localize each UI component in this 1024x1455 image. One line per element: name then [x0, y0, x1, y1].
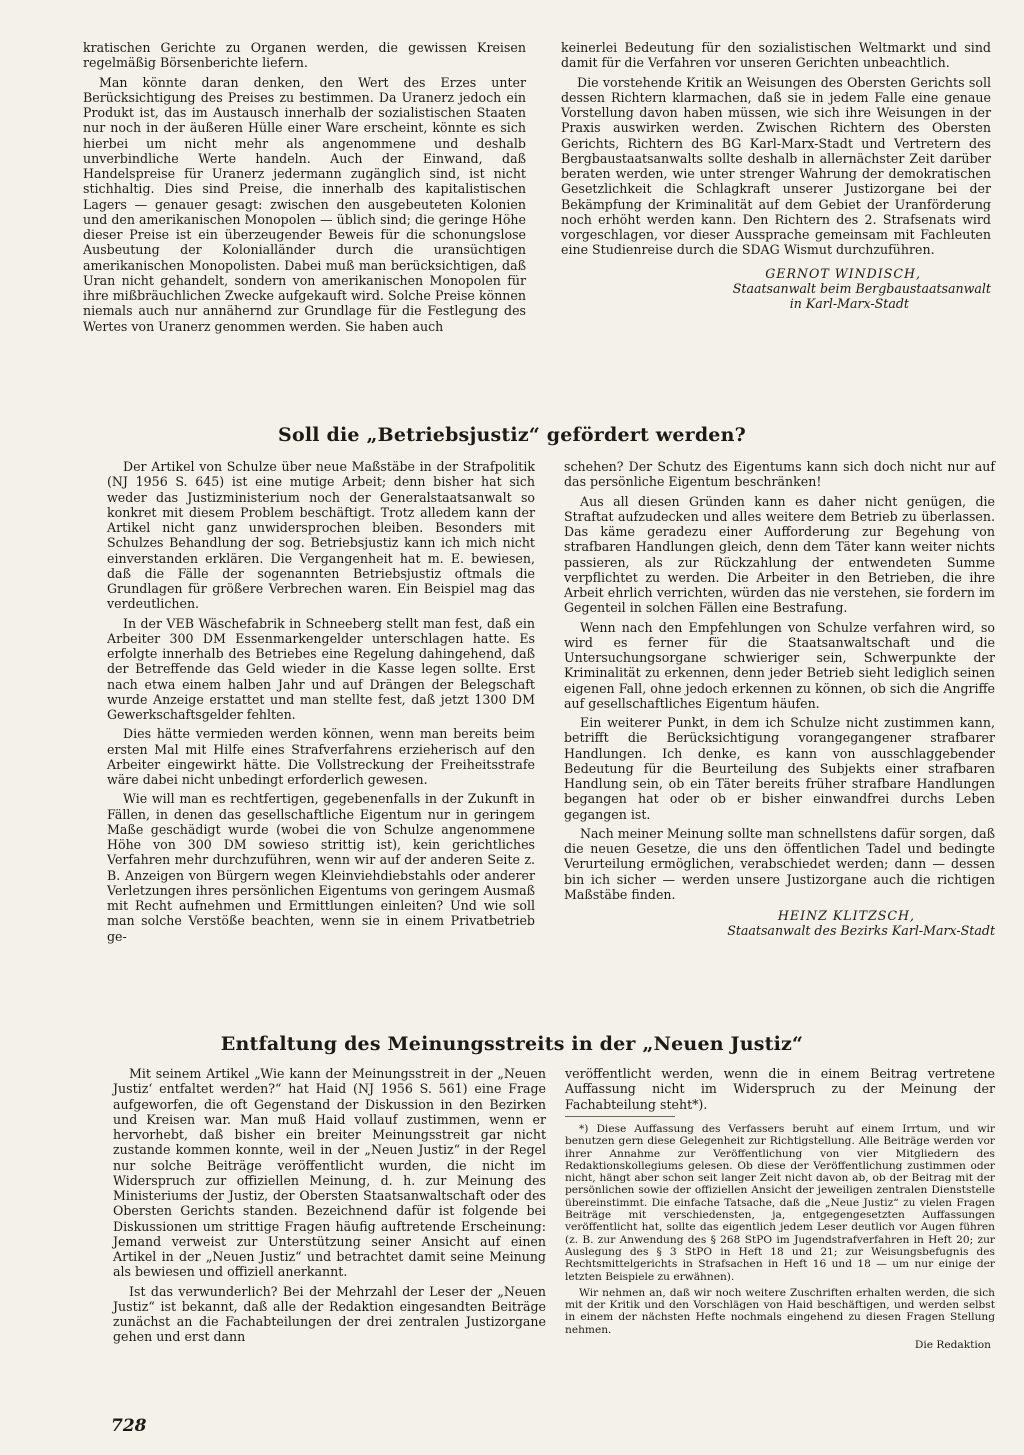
article1-right-paragraph: keinerlei Bedeutung für den sozialistischen Weltmarkt und sind damit für die Verfahren vor unseren Gerichten unbeachtlich. — [561, 40, 991, 71]
article1-left-paragraph: Man könnte daran denken, den Wert des Erzes unter Berücksichtigung des Preises zu bestimmen. Da Uranerz jedoch ein Produkt ist, das im Austausch innerhalb der sozialistischen Staaten nur noch in der äußeren Hülle einer Ware erscheint, könnte es sich hierbei um nicht mehr als angenommene und deshalb unverbindliche Werte handeln. Auch der Einwand, daß Handelspreise für Uranerz jedermann zugänglich sind, ist nicht stichhaltig. Dies sind Preise, die innerhalb des kapitalistischen Lagers — genauer gesagt: zwischen den ausgebeuteten Kolonien und den amerikanischen Monopolen — üblich sind; die geringe Höhe dieser Preise ist ein überzeugender Beweis für die schonungslose Ausbeutung der Kolonialländer durch die uransüchtigen amerikanischen Monopolisten. Dabei muß man berücksichtigen, daß Uran nicht gehandelt, sondern von amerikanischen Monopolen für ihre mißbräuchlichen Zwecke aufgekauft wird. Solche Preise können niemals auch nur annähernd zur Grundlage für die Festlegung des Wertes von Uranerz genommen werden. Sie haben auch — [83, 74, 526, 334]
article1-right-column — [561, 40, 991, 311]
article2-right-paragraph: Ein weiterer Punkt, in dem ich Schulze nicht zustimmen kann, betrifft die Berücksichtigung vorangegangener strafbarer Handlungen. Ich denke, es kann von ausschlaggebender Bedeutung für die Beurteilung des Subjekts einer strafbaren Handlung sein, ob ein Täter bereits früher strafbare Handlungen begangen hat oder ob er bisher einwandfrei durchs Leben gegangen ist. — [564, 715, 995, 822]
page-number: 728 — [111, 1416, 147, 1436]
article1-author: GERNOT WINDISCH, — [765, 265, 921, 281]
footnote-signature: Die Redaktion — [914, 1339, 991, 1352]
article2-signature — [564, 908, 995, 939]
article3-left-paragraph: Mit seinem Artikel „Wie kann der Meinungsstreit in der „Neuen Justiz‘ entfaltet werden?“ hat Haid (NJ 1956 S. 561) eine Frage aufgeworfen, die oft Gegenstand der Diskussion in den Bezirken und Kreisen war. Man muß Haid vollauf zustimmen, wenn er hervorhebt, daß bisher ein breiter Meinungsstreit gar nicht zustande kommen konnte, weil in der „Neuen Justiz“ in der Regel nur solche Beiträge veröffentlicht wurden, die nicht im Widerspruch zur offiziellen Meinung, d. h. zur Meinung des Ministeriums der Justiz, der Obersten Staatsanwaltschaft oder des Obersten Gerichts standen. Bezeichnend dafür ist folgende bei Diskussionen um strittige Fragen häufig auftretende Erscheinung: Jemand verweist zur Unterstützung seiner Ansicht auf einen Artikel in der „Neuen Justiz“ und betrachtet damit seine Meinung als bewiesen und offiziell anerkannt. — [113, 1066, 546, 1280]
article1-author-location: in Karl-Marx-Stadt — [789, 296, 909, 311]
article2-left-paragraph: Wie will man es rechtfertigen, gegebenenfalls in der Zukunft in Fällen, in denen das gesellschaftliche Eigentum nur in geringem Maße geschädigt wurde (wobei die von Schulze angenommene Höhe von 300 DM sowieso strittig ist), kein gerichtliches Verfahren mehr durchzuführen, wenn wir auf der anderen Seite z. B. Anzeigen von Bürgern wegen Kleinviehdiebstahls oder anderer Verletzungen ihres persönlichen Eigentums von geringem Ausmaß mit Recht aufnehmen und Ermittlungen einleiten? Und wie soll man solche Verstöße beachten, wenn sie in einem Privatbetrieb ge- — [107, 791, 535, 944]
footnote-paragraph: Wir nehmen an, daß wir noch weitere Zuschriften erhalten werden, die sich mit der Kritik und den Vorschlägen von Haid beschäftigen, und werden selbst in einem der nächsten Hefte nochmals eingehend zu diesen Fragen Stellung nehmen. — [565, 1286, 995, 1336]
article1-right-paragraph: Die vorstehende Kritik an Weisungen des Obersten Gerichts soll dessen Richtern klarmachen, daß sie in jedem Falle eine genaue Vorstellung davon haben müssen, wie sich ihre Weisungen in der Praxis auswirken werden. Zwischen Richtern des Obersten Gerichts, Richtern des BG Karl-Marx-Stadt und Vertretern des Bergbaustaatsanwalts sollte deshalb in allernächster Zeit darüber beraten werden, wie unter strenger Wahrung der demokratischen Gesetzlichkeit die Schlagkraft unserer Justizorgane bei der Bekämpfung der Kriminalität auf dem Gebiet der Uranförderung noch erhöht werden kann. Den Richtern des 2. Strafsenats wird vorgeschlagen, vor dieser Aussprache gemeinsam mit Fachleuten eine Studienreise durch die SDAG Wismut durchzuführen. — [561, 74, 991, 258]
article2-right-paragraph: Aus all diesen Gründen kann es daher nicht genügen, die Straftat aufzudecken und alles weitere dem Betrieb zu überlassen. Das käme geradezu einer Aufforderung zur Begehung von strafbaren Handlungen gleich, denn dem Täter kann weiter nichts passieren, als zur Rückzahlung der entwendeten Summe verpflichtet zu werden. Die Arbeiter in den Betrieben, die ihre Arbeit ehrlich verrichten, würden das nie verstehen, sie fordern im Gegenteil in solchen Fällen eine Bestrafung. — [564, 493, 995, 616]
article2-left-paragraph: Der Artikel von Schulze über neue Maßstäbe in der Strafpolitik (NJ 1956 S. 645) ist eine mutige Arbeit; denn bisher hat sich weder das Justizministerium noch der Generalstaatsanwalt so konkret mit diesem Problem beschäftigt. Trotz alledem kann der Artikel nicht ganz unwidersprochen bleiben. Besonders mit Schulzes Behandlung der sog. Betriebsjustiz kann ich mich nicht einverstanden erklären. Die Vergangenheit hat m. E. bewiesen, daß die Fälle der sogenannten Betriebsjustiz oftmals die Grundlagen für größere Verbrechen waren. Ein Beispiel mag das verdeutlichen. — [107, 459, 535, 612]
footnote-paragraph: *) Diese Auffassung des Verfassers beruht auf einem Irrtum, und wir benutzen gern diese Gelegenheit zur Richtigstellung. Alle Beiträge werden vor ihrer Annahme zur Veröffentlichung von vier Mitgliedern des Redaktionskollegiums gelesen. Ob diese der Veröffentlichung zustimmen oder nicht, hängt aber schon seit langer Zeit nicht davon ab, ob der Beitrag mit der persönlichen sowie der offiziellen Ansicht der jeweiligen zentralen Dienststelle übereinstimmt. Die einfache Tatsache, daß die „Neue Justiz“ zu vielen Fragen Beiträge mit verschiedensten, ja, entgegengesetzten Auffassungen veröffentlicht hat, sollte das eigentlich jedem Leser deutlich vor Augen führen (z. B. zur Anwendung des § 268 StPO im Jugendstrafverfahren in Heft 20; zur Auslegung des § 3 StPO in Heft 18 und 21; zur Weisungsbefugnis des Rechtsmittelgerichts in Strafsachen in Heft 16 und 18 — um nur einige der letzten Beispiele zu erwähnen). — [565, 1123, 995, 1283]
article2-left-column — [107, 459, 535, 944]
article2-left-paragraph: Dies hätte vermieden werden können, wenn man bereits beim ersten Mal mit Hilfe eines Strafverfahrens erzieherisch auf den Arbeiter eingewirkt hätte. Die Vollstreckung der Freiheitsstrafe wäre dabei nicht unbedingt erforderlich gewesen. — [107, 726, 535, 787]
article3-left-column — [113, 1066, 546, 1345]
article2-author: HEINZ KLITZSCH, — [777, 908, 915, 923]
article1-left-column — [83, 40, 526, 334]
article2-author-role: Staatsanwalt des Bezirks Karl-Marx-Stadt — [727, 923, 995, 939]
article2-right-paragraph: Nach meiner Meinung sollte man schnellstens dafür sorgen, daß die neuen Gesetze, die uns den öffentlichen Tadel und bedingte Verurteilung ermöglichen, verabschiedet werden; dann — dessen bin ich sicher — werden unsere Justizorgane auch die richtigen Maßstäbe finden. — [564, 825, 995, 902]
article3-right-paragraph: veröffentlicht werden, wenn die in einem Beitrag vertretene Auffassung nicht im Widerspruch zu der Meinung der Fachabteilung steht*). — [565, 1066, 995, 1112]
article1-author-role: Staatsanwalt beim Bergbaustaatsanwalt — [732, 280, 991, 296]
article1-left-paragraph: kratischen Gerichte zu Organen werden, die gewissen Kreisen regelmäßig Börsenberichte liefern. — [83, 40, 526, 71]
article2-left-paragraph: In der VEB Wäschefabrik in Schneeberg stellt man fest, daß ein Arbeiter 300 DM Essenmarkengelder unterschlagen hatte. Es erfolgte innerhalb des Betriebes eine Regelung dahingehend, daß der Betreffende das Geld wieder in die Kasse legen sollte. Erst nach etwa einem halben Jahr und auf Drängen der Belegschaft wurde Anzeige erstattet und man stellte fest, daß jetzt 1300 DM Gewerkschaftsgelder fehlten. — [107, 615, 535, 722]
article2-right-column — [564, 459, 995, 939]
article1-signature — [561, 266, 991, 312]
article2-right-paragraph: schehen? Der Schutz des Eigentums kann sich doch nicht nur auf das persönliche Eigentum beschränken! — [564, 459, 995, 490]
article3-right-column — [565, 1066, 995, 1112]
article3-footnote — [565, 1123, 995, 1351]
article2-title: Soll die „Betriebsjustiz“ gefördert werden? — [278, 424, 746, 446]
article3-left-paragraph: Ist das verwunderlich? Bei der Mehrzahl der Leser der „Neuen Justiz“ ist bekannt, daß alle der Redaktion eingesandten Beiträge zunächst an die Fachabteilungen der drei zentralen Justizorgane gehen und erst dann — [113, 1283, 546, 1345]
footnote-divider — [565, 1116, 675, 1117]
article3-title: Entfaltung des Meinungsstreits in der „Neuen Justiz“ — [220, 1033, 804, 1055]
article2-right-paragraph: Wenn nach den Empfehlungen von Schulze verfahren wird, so wird es ferner für die Staatsanwaltschaft und die Untersuchungsorgane schwieriger sein, Schwerpunkte der Kriminalität zu erkennen, denn jeder Betrieb sieht lediglich seinen eigenen Fall, ohne jedoch erkennen zu können, ob sich die Angriffe auf gesellschaftliches Eigentum häufen. — [564, 619, 995, 711]
